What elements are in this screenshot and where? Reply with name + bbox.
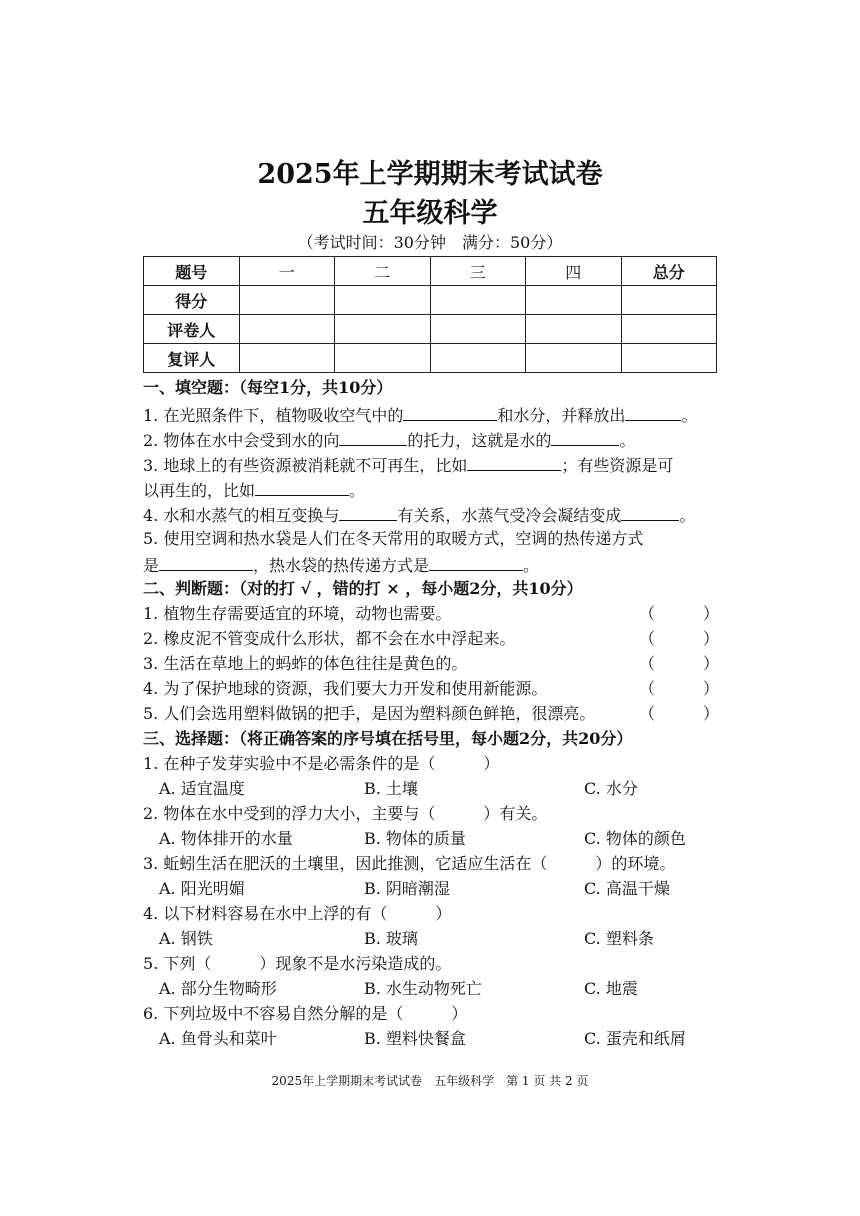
question-text: 3. 地球上的有些资源被消耗就不可再生，比如: [143, 456, 468, 475]
option-a[interactable]: A. 适宜温度: [159, 779, 245, 798]
score-table-header-row: [144, 257, 717, 286]
score-cell[interactable]: [239, 315, 335, 344]
answer-blank[interactable]: [625, 402, 681, 421]
question-text: 。: [619, 431, 636, 450]
score-row-label: 复评人: [144, 344, 240, 373]
question-text: 4. 为了保护地球的资源，我们要大力开发和使用新能源。: [143, 679, 548, 698]
judge-question-1: [143, 602, 719, 626]
question-text: ，热水袋的热传递方式是: [253, 556, 430, 575]
score-table-row: [144, 286, 717, 315]
fill-question-2: [143, 427, 719, 453]
option-a[interactable]: A. 部分生物畸形: [159, 979, 277, 998]
answer-parentheses[interactable]: （ ）: [638, 629, 719, 648]
question-text: 。: [349, 481, 366, 500]
question-text: 和水分，并释放出: [497, 406, 626, 425]
option-a[interactable]: A. 鱼骨头和菜叶: [159, 1029, 277, 1048]
question-text: 4. 水和水蒸气的相互变换与: [143, 506, 340, 525]
score-cell[interactable]: [335, 344, 431, 373]
fill-question-5-cont: [143, 552, 719, 578]
score-cell[interactable]: [335, 286, 431, 315]
score-cell[interactable]: [430, 286, 526, 315]
answer-blank[interactable]: [339, 427, 407, 446]
answer-blank[interactable]: [551, 427, 619, 446]
fill-question-3: [143, 452, 719, 478]
exam-info: （考试时间：30分钟 满分：50分）: [297, 233, 563, 252]
exam-subject: 五年级科学: [362, 198, 498, 229]
question-text: 是: [143, 556, 160, 575]
page-footer: 2025年上学期期末考试试卷 五年级科学 第 1 页 共 2 页: [271, 1074, 589, 1088]
fill-question-1: [143, 402, 719, 428]
choice-question-3: 3. 蚯蚓生活在肥沃的土壤里，因此推测，它适应生活在（ ）的环境。: [143, 854, 676, 873]
score-cell[interactable]: [526, 286, 622, 315]
score-cell[interactable]: [430, 344, 526, 373]
option-c[interactable]: C. 高温干燥: [584, 879, 670, 898]
option-a[interactable]: A. 阳光明媚: [159, 879, 245, 898]
exam-title: 2025年上学期期末考试试卷: [257, 159, 603, 190]
option-b[interactable]: B. 水生动物死亡: [364, 979, 482, 998]
answer-blank[interactable]: [255, 477, 349, 496]
answer-blank[interactable]: [159, 552, 253, 571]
choice-question-1: 1. 在种子发芽实验中不是必需条件的是（ ）: [143, 754, 500, 773]
score-cell[interactable]: [239, 286, 335, 315]
score-header-cell: 一: [239, 257, 335, 286]
answer-parentheses[interactable]: （ ）: [638, 604, 719, 623]
option-c[interactable]: C. 地震: [584, 979, 638, 998]
section3-title: 三、选择题：（将正确答案的序号填在括号里，每小题2分，共20分）: [143, 729, 633, 748]
score-cell[interactable]: [526, 315, 622, 344]
answer-parentheses[interactable]: （ ）: [638, 679, 719, 698]
question-text: 5. 使用空调和热水袋是人们在冬天常用的取暖方式，空调的热传递方式: [143, 529, 644, 548]
question-text: 1. 在光照条件下，植物吸收空气中的: [143, 406, 404, 425]
score-row-label: 得分: [144, 286, 240, 315]
score-table-row: [144, 315, 717, 344]
question-text: 5. 人们会选用塑料做锅的把手，是因为塑料颜色鲜艳，很漂亮。: [143, 704, 596, 723]
judge-question-3: [143, 652, 719, 676]
question-text: 。: [523, 556, 540, 575]
section1-title: 一、填空题：（每空1分，共10分）: [143, 378, 393, 397]
question-text: 2. 橡皮泥不管变成什么形状，都不会在水中浮起来。: [143, 629, 516, 648]
answer-blank[interactable]: [403, 402, 497, 421]
fill-question-3-cont: [143, 477, 719, 503]
score-cell[interactable]: [621, 286, 717, 315]
score-cell[interactable]: [335, 315, 431, 344]
score-header-cell: 题号: [144, 257, 240, 286]
question-text: 有关系，水蒸气受冷会凝结变成: [397, 506, 622, 525]
score-cell[interactable]: [621, 344, 717, 373]
score-table-row: [144, 344, 717, 373]
option-a[interactable]: A. 钢铁: [159, 929, 213, 948]
answer-blank[interactable]: [467, 452, 561, 471]
question-text: 3. 生活在草地上的蚂蚱的体色往往是黄色的。: [143, 654, 468, 673]
choice-question-6: 6. 下列垃圾中不容易自然分解的是（ ）: [143, 1004, 468, 1023]
judge-question-2: [143, 627, 719, 651]
score-header-cell: 三: [430, 257, 526, 286]
option-b[interactable]: B. 玻璃: [364, 929, 418, 948]
question-text: 的托力，这就是水的: [407, 431, 552, 450]
score-cell[interactable]: [526, 344, 622, 373]
judge-question-5: [143, 702, 719, 726]
choice-question-5: 5. 下列（ ）现象不是水污染造成的。: [143, 954, 452, 973]
question-text: 1. 植物生存需要适宜的环境，动物也需要。: [143, 604, 452, 623]
score-header-cell: 四: [526, 257, 622, 286]
question-text: 2. 物体在水中会受到水的向: [143, 431, 340, 450]
option-c[interactable]: C. 物体的颜色: [584, 829, 686, 848]
option-c[interactable]: C. 塑料条: [584, 929, 654, 948]
answer-blank[interactable]: [429, 552, 523, 571]
fill-question-4: [143, 502, 719, 528]
option-b[interactable]: B. 阴暗潮湿: [364, 879, 450, 898]
option-a[interactable]: A. 物体排开的水量: [159, 829, 293, 848]
answer-parentheses[interactable]: （ ）: [638, 704, 719, 723]
option-b[interactable]: B. 塑料快餐盒: [364, 1029, 466, 1048]
score-header-cell: 总分: [621, 257, 717, 286]
answer-blank[interactable]: [621, 502, 679, 521]
option-b[interactable]: B. 土壤: [364, 779, 418, 798]
option-c[interactable]: C. 水分: [584, 779, 638, 798]
option-c[interactable]: C. 蛋壳和纸屑: [584, 1029, 686, 1048]
score-cell[interactable]: [621, 315, 717, 344]
score-cell[interactable]: [239, 344, 335, 373]
choice-question-2: 2. 物体在水中受到的浮力大小，主要与（ ）有关。: [143, 804, 548, 823]
answer-blank[interactable]: [339, 502, 397, 521]
choice-question-4: 4. 以下材料容易在水中上浮的有（ ）: [143, 904, 452, 923]
answer-parentheses[interactable]: （ ）: [638, 654, 719, 673]
score-cell[interactable]: [430, 315, 526, 344]
section2-title: 二、判断题：（对的打 √ ，错的打 × ，每小题2分，共10分）: [143, 579, 583, 598]
question-text: 。: [681, 406, 698, 425]
question-text: ；有些资源是可: [561, 456, 674, 475]
score-table: [143, 256, 717, 373]
judge-question-4: [143, 677, 719, 701]
question-text: 以再生的，比如: [143, 481, 256, 500]
score-row-label: 评卷人: [144, 315, 240, 344]
option-b[interactable]: B. 物体的质量: [364, 829, 466, 848]
fill-question-5: [143, 527, 719, 551]
question-text: 。: [679, 506, 696, 525]
score-header-cell: 二: [335, 257, 431, 286]
